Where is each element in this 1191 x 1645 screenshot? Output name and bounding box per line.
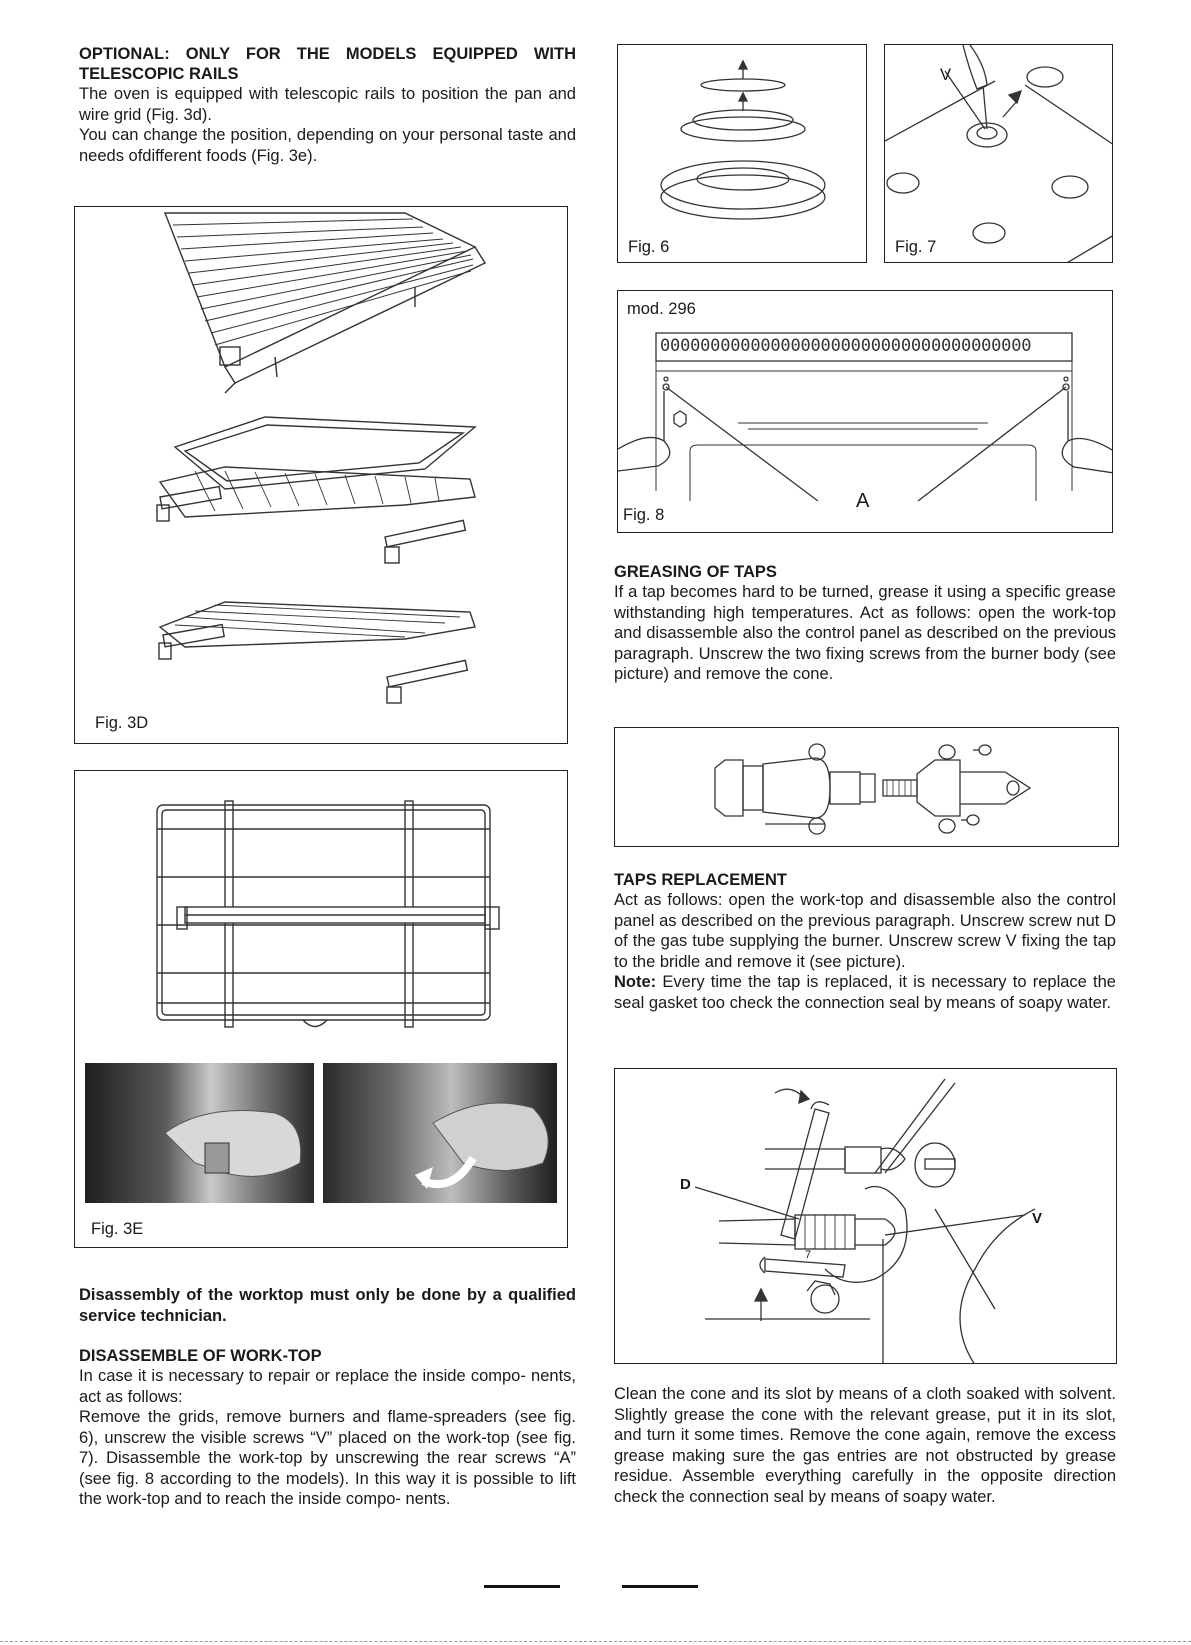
figure-8-callout-a: A bbox=[856, 490, 870, 512]
taps-callout-v: V bbox=[1032, 1210, 1043, 1227]
note-text: Every time the tap is replaced, it is necessary to replace the seal gasket too check the connection seal by means of soapy water. bbox=[614, 973, 1116, 1012]
note-paragraph bbox=[614, 972, 1116, 1013]
greasing-heading: GREASING OF TAPS bbox=[614, 563, 777, 581]
left-column bbox=[79, 44, 576, 166]
worktop-warning: Disassembly of the worktop must only be done by a qualified service technician. bbox=[79, 1286, 576, 1325]
optional-paragraph-1: The oven is equipped with telescopic rails to position the pan and wire grid (Fig. 3d). bbox=[79, 85, 576, 124]
disassemble-paragraph-2: Remove the grids, remove burners and flame-spreaders (see fig. 6), unscrew the visible screws “V” placed on the work-top (see fig. 7). Disassemble the work-top by unscrewing the rear screws “A” (see fig. 8 according to the models). In this way it is possible to lift the work-top and to reach the inside compo- nents. bbox=[79, 1408, 576, 1508]
taps-paragraph: Act as follows: open the work-top and disassemble also the control panel as described on the previous paragraph. Unscrew screw nut D of the gas tube supplying the burner. Unscrew screw V fixing the tap to the bridle and remove it (see picture). bbox=[614, 891, 1116, 971]
figure-7-callout-v: V bbox=[940, 66, 952, 84]
figure-6-label: Fig. 6 bbox=[628, 238, 670, 256]
taps-replacement-section bbox=[614, 870, 1116, 1013]
clean-section bbox=[614, 1384, 1116, 1507]
page-bottom-dashed-border bbox=[0, 1641, 1191, 1642]
figure-3d-label: Fig. 3D bbox=[95, 714, 149, 732]
note-label: Note: bbox=[614, 973, 657, 991]
optional-heading: OPTIONAL: ONLY FOR THE MODELS EQUIPPED WITH TELESCOPIC RAILS bbox=[79, 45, 576, 83]
telescopic-rails-exploded-illustration bbox=[75, 207, 568, 744]
disassemble-paragraph-1: In case it is necessary to repair or replace the inside compo- nents, act as follows: bbox=[79, 1367, 576, 1406]
taps-heading: TAPS REPLACEMENT bbox=[614, 871, 787, 889]
left-column-bottom bbox=[79, 1285, 576, 1510]
footer-rule-right bbox=[622, 1585, 698, 1588]
tap-cone-figure bbox=[614, 727, 1119, 847]
telescopic-rail-photo-1 bbox=[85, 1063, 314, 1203]
greasing-section bbox=[614, 562, 1116, 685]
burner-exploded-illustration bbox=[618, 45, 867, 263]
telescopic-rail-photo-2 bbox=[323, 1063, 557, 1203]
figure-6 bbox=[617, 44, 867, 263]
figure-8-model: mod. 296 bbox=[627, 300, 696, 318]
tap-cone-exploded-illustration bbox=[615, 728, 1119, 847]
figure-8-perforation-row: 0000000000000000000000000000000000000 bbox=[660, 336, 1032, 356]
taps-callout-7: 7 bbox=[805, 1249, 812, 1261]
figure-7-label: Fig. 7 bbox=[895, 238, 937, 256]
taps-callout-d: D bbox=[680, 1176, 691, 1193]
taps-replacement-figure bbox=[614, 1068, 1117, 1364]
figure-3d bbox=[74, 206, 568, 744]
greasing-paragraph: If a tap becomes hard to be turned, grease it using a specific grease withstanding high temperatures. Act as follows: open the work-top and disassemble also the control panel as described on the previous paragraph. Unscrew the two fixing screws from the burner body (see picture) and remove the cone. bbox=[614, 583, 1116, 683]
footer-rule-left bbox=[484, 1585, 560, 1588]
disassemble-heading: DISASSEMBLE OF WORK-TOP bbox=[79, 1347, 322, 1365]
wire-grid-top-view-illustration bbox=[75, 771, 568, 1031]
figure-3e bbox=[74, 770, 568, 1248]
figure-7 bbox=[884, 44, 1113, 263]
clean-paragraph: Clean the cone and its slot by means of a cloth soaked with solvent. Slightly grease the cone with the relevant grease, put it in its slot, and turn it some times. Remove the cone again, remove the excess grease making sure the gas entries are not obstructed by grease residue. Assemble everything carefully in the opposite direction check the connection seal by means of soapy water. bbox=[614, 1385, 1116, 1506]
figure-3e-label: Fig. 3E bbox=[91, 1220, 144, 1238]
figure-8-label: Fig. 8 bbox=[623, 506, 665, 524]
worktop-screw-illustration bbox=[885, 45, 1113, 263]
optional-paragraph-2: You can change the position, depending on your personal taste and needs ofdifferent foods (Fig. 3e). bbox=[79, 126, 576, 165]
figure-8 bbox=[617, 290, 1113, 533]
